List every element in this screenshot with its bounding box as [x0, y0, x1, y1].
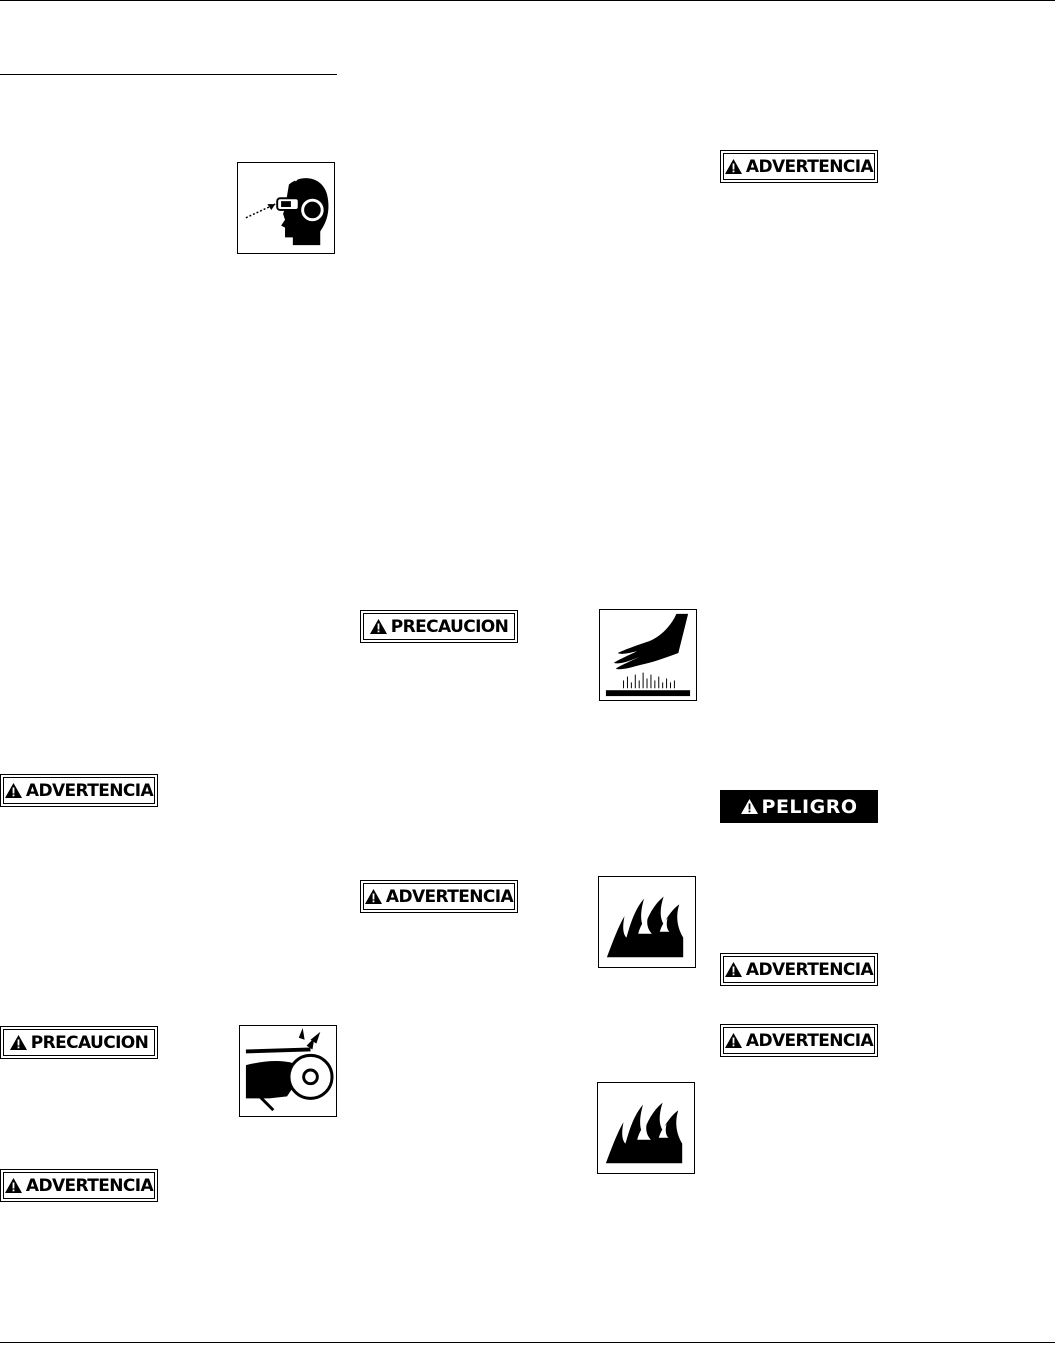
badge-label: ADVERTENCIA	[745, 1030, 874, 1051]
warning-triangle-icon	[725, 962, 742, 977]
peligro-badge	[720, 790, 878, 823]
fire-hazard-icon	[597, 1082, 695, 1174]
fire-hazard-icon	[598, 876, 696, 968]
warning-triangle-icon	[725, 159, 742, 174]
warning-triangle-icon	[365, 889, 382, 904]
precaucion-badge	[0, 1026, 158, 1059]
precaucion-badge	[360, 610, 518, 643]
warning-triangle-icon	[10, 1035, 27, 1050]
warning-triangle-icon	[5, 783, 22, 798]
bottom-rule	[0, 1342, 1055, 1343]
badge-label: PELIGRO	[761, 795, 858, 818]
advertencia-badge	[720, 1024, 878, 1057]
eye-ear-protection-icon	[237, 162, 335, 254]
warning-triangle-icon	[5, 1178, 22, 1193]
badge-label: ADVERTENCIA	[25, 1175, 154, 1196]
badge-label: PRECAUCION	[30, 1032, 149, 1053]
advertencia-badge	[360, 880, 518, 913]
section-rule	[0, 74, 337, 75]
top-rule	[0, 0, 1055, 1]
warning-triangle-icon	[741, 799, 758, 814]
advertencia-badge	[0, 774, 158, 807]
hot-surface-icon	[599, 609, 697, 701]
badge-label: ADVERTENCIA	[745, 156, 874, 177]
badge-label: ADVERTENCIA	[745, 959, 874, 980]
badge-label: PRECAUCION	[390, 616, 509, 637]
warning-triangle-icon	[725, 1033, 742, 1048]
badge-label: ADVERTENCIA	[385, 886, 514, 907]
advertencia-badge	[720, 150, 878, 183]
badge-label: ADVERTENCIA	[25, 780, 154, 801]
warning-triangle-icon	[370, 619, 387, 634]
advertencia-badge	[0, 1169, 158, 1202]
hand-entanglement-icon	[239, 1025, 337, 1117]
advertencia-badge	[720, 953, 878, 986]
